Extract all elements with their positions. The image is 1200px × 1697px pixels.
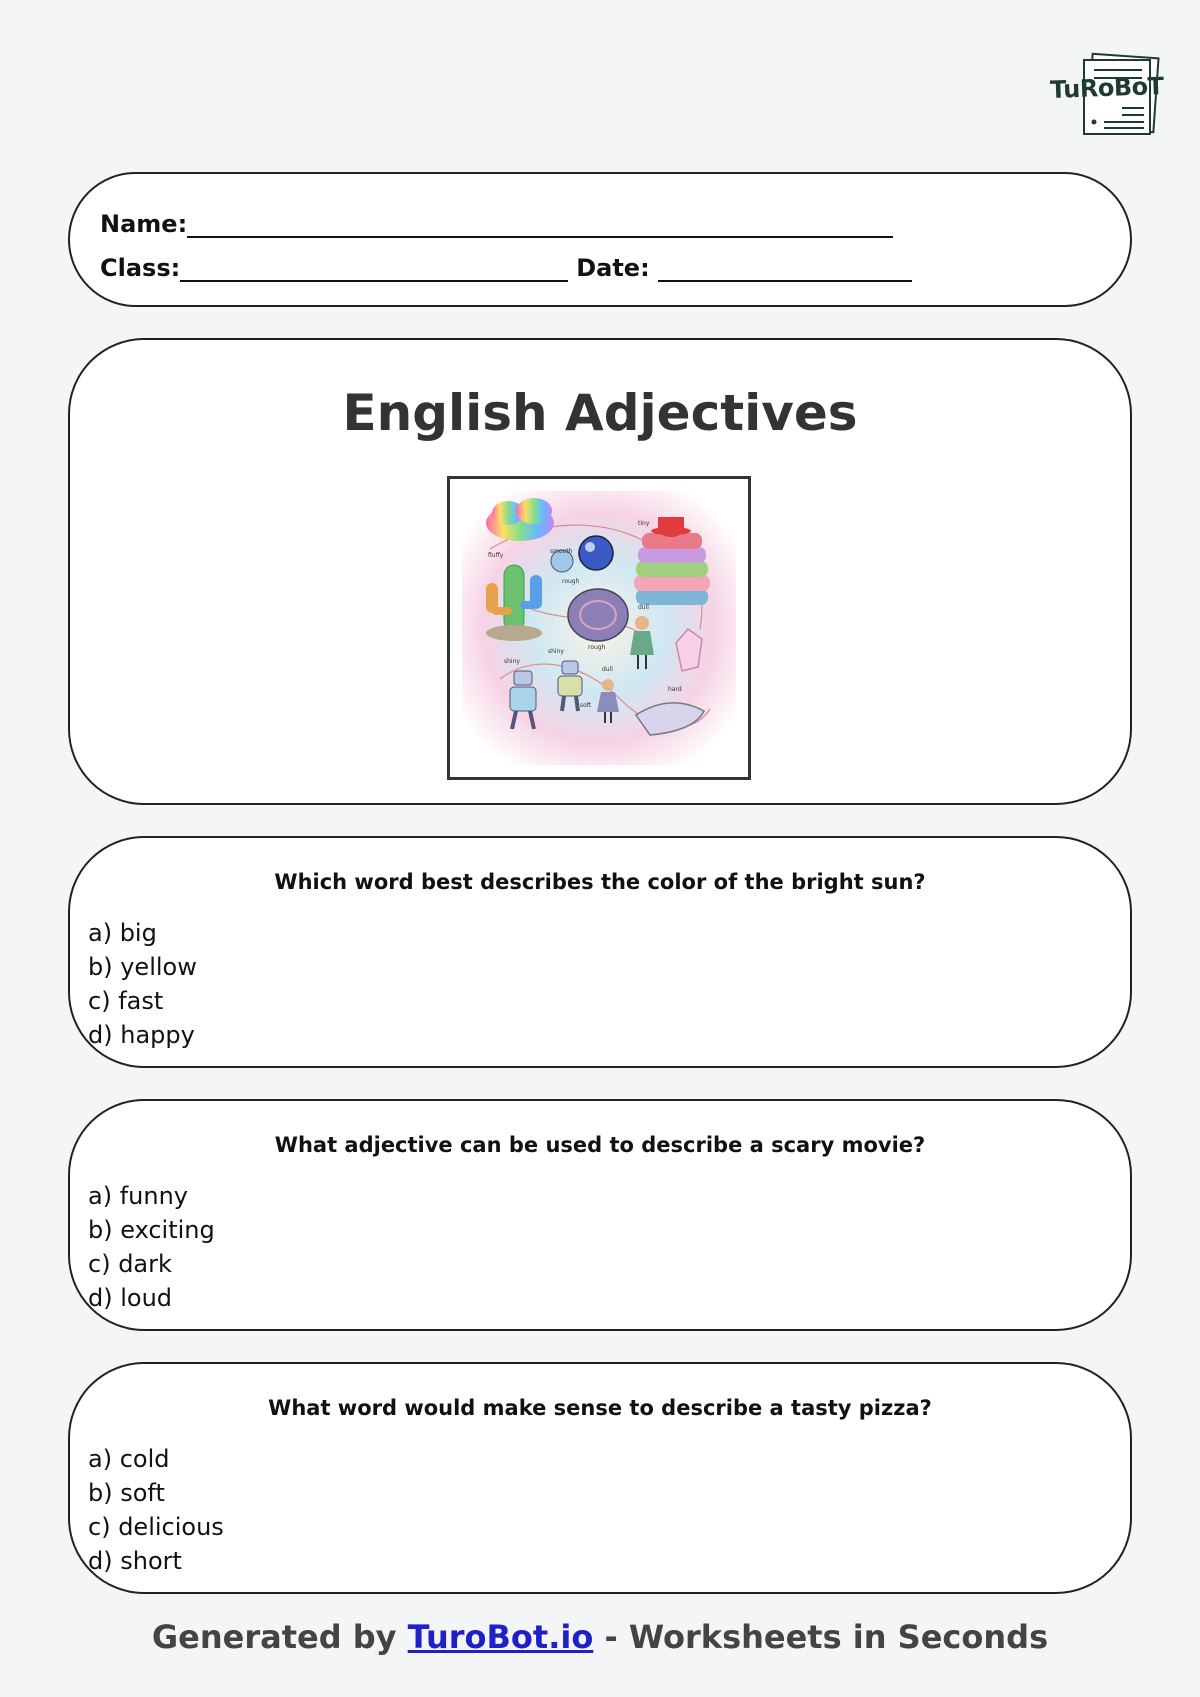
date-label: Date:: [576, 254, 650, 282]
class-date-row: [100, 254, 912, 282]
word-label: soft: [580, 702, 592, 709]
word-label: dull: [602, 666, 613, 673]
answer-options: [88, 916, 197, 1052]
page-title: English Adjectives: [342, 384, 858, 442]
answer-option[interactable]: d) happy: [88, 1021, 195, 1049]
footer: [0, 1618, 1200, 1656]
question-text: What adjective can be used to describe a scary movie?: [274, 1133, 926, 1157]
answer-option[interactable]: b) exciting: [88, 1216, 215, 1244]
turobot-logo: [1044, 52, 1166, 136]
word-label: shiny: [548, 648, 564, 655]
word-label: hard: [668, 686, 682, 693]
answer-option[interactable]: a) funny: [88, 1182, 188, 1210]
student-info-box: [68, 172, 1132, 307]
footer-prefix: Generated by: [151, 1618, 397, 1656]
class-label: Class:: [100, 254, 181, 282]
answer-option[interactable]: c) dark: [88, 1250, 172, 1278]
answer-option[interactable]: b) yellow: [88, 953, 197, 981]
question-text: What word would make sense to describe a tasty pizza?: [268, 1396, 932, 1420]
illustration-art: [450, 479, 748, 777]
question-card-2: [68, 1099, 1132, 1331]
question-card-3: [68, 1362, 1132, 1594]
name-field[interactable]: [187, 210, 893, 238]
class-field[interactable]: [180, 254, 568, 282]
name-row: [100, 210, 893, 238]
question-card-1: [68, 836, 1132, 1068]
rock-icon: [568, 589, 628, 641]
answer-options: [88, 1179, 215, 1315]
turobot-link[interactable]: TuroBot.io: [407, 1618, 594, 1656]
answer-option[interactable]: a) big: [88, 919, 157, 947]
word-label: dull: [638, 604, 649, 611]
answer-option[interactable]: d) loud: [88, 1284, 173, 1312]
question-text: Which word best describes the color of the bright sun?: [274, 870, 926, 894]
answer-options: [88, 1442, 224, 1578]
answer-option[interactable]: c) delicious: [88, 1513, 224, 1541]
word-label: rough: [562, 578, 580, 585]
answer-option[interactable]: b) soft: [88, 1479, 165, 1507]
date-field[interactable]: [658, 254, 912, 282]
word-label: tiny: [638, 520, 650, 527]
title-box: [68, 338, 1132, 805]
name-label: Name:: [100, 210, 188, 238]
answer-option[interactable]: c) fast: [88, 987, 164, 1015]
word-label: shiny: [504, 658, 520, 665]
word-label: rough: [588, 644, 606, 651]
marble-icon: [579, 536, 613, 570]
word-label: fluffy: [488, 552, 504, 559]
word-label: smooth: [550, 548, 573, 555]
logo-wordmark: TuRoBoT: [1049, 72, 1164, 104]
answer-option[interactable]: d) short: [88, 1547, 182, 1575]
adjectives-illustration: [447, 476, 751, 780]
answer-option[interactable]: a) cold: [88, 1445, 170, 1473]
footer-suffix: - Worksheets in Seconds: [604, 1618, 1049, 1656]
